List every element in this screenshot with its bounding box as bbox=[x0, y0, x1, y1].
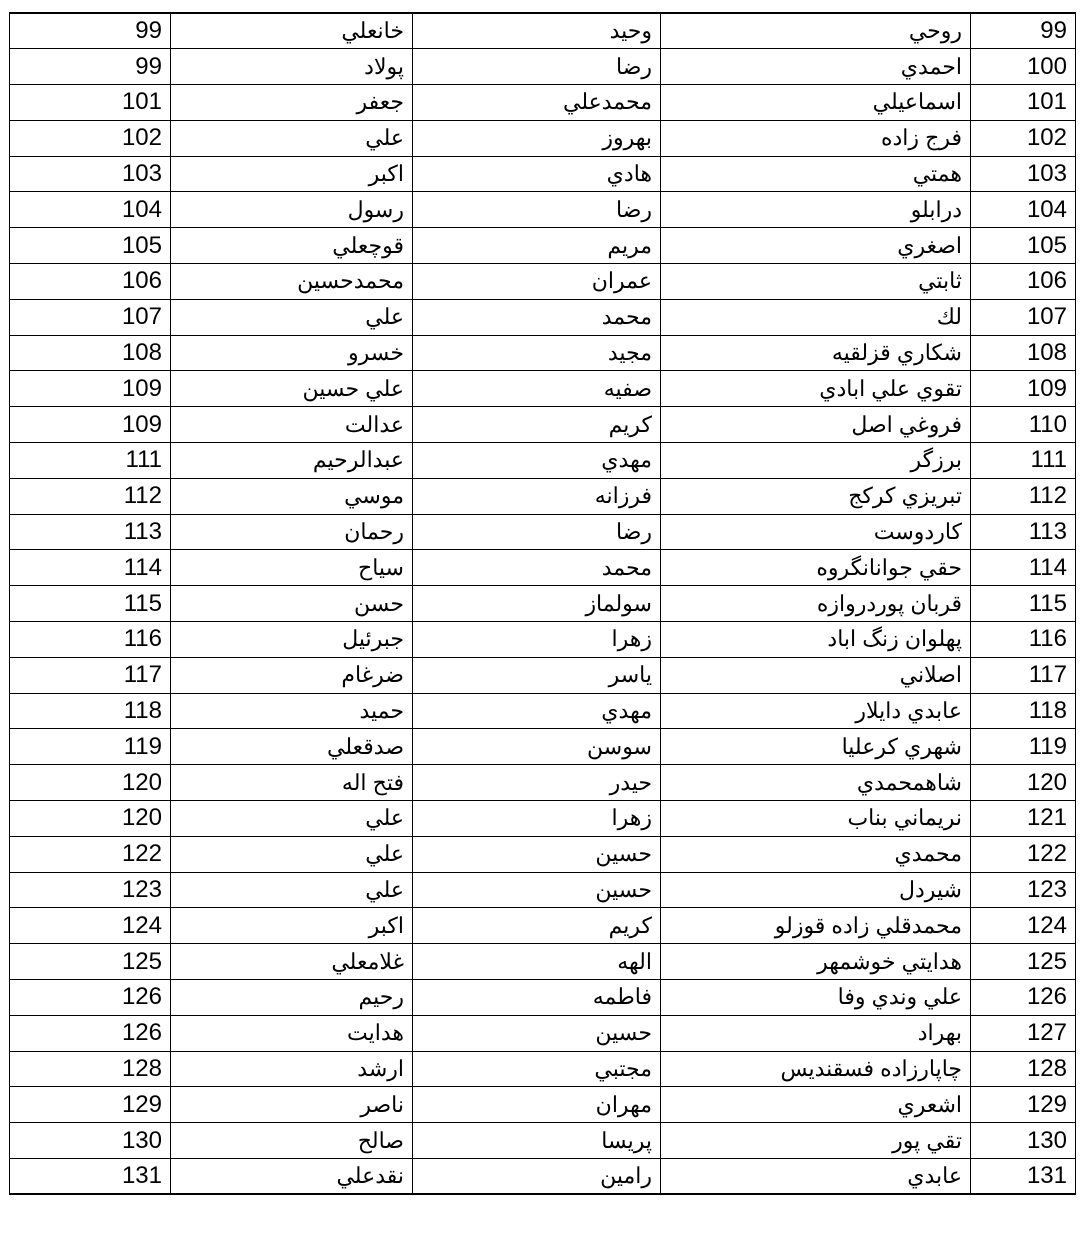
value-cell: 114 bbox=[10, 550, 171, 586]
row-number-cell: 102 bbox=[971, 120, 1076, 156]
table-row bbox=[10, 443, 1076, 479]
table-row bbox=[10, 1159, 1076, 1195]
table-row bbox=[10, 944, 1076, 980]
first-name-cell: رضا bbox=[413, 192, 661, 228]
first-name-cell: مهدي bbox=[413, 693, 661, 729]
first-name-cell: حيدر bbox=[413, 765, 661, 801]
first-name-cell: زهرا bbox=[413, 622, 661, 658]
father-name-cell: عدالت bbox=[171, 407, 413, 443]
last-name-cell: شهري كرعليا bbox=[661, 729, 971, 765]
value-cell: 129 bbox=[10, 1087, 171, 1123]
first-name-cell: وحيد bbox=[413, 13, 661, 49]
last-name-cell: نريماني بناب bbox=[661, 801, 971, 837]
table-row bbox=[10, 514, 1076, 550]
table-row bbox=[10, 478, 1076, 514]
father-name-cell: محمدحسين bbox=[171, 264, 413, 300]
row-number-cell: 131 bbox=[971, 1159, 1076, 1195]
value-cell: 112 bbox=[10, 478, 171, 514]
last-name-cell: برزگر bbox=[661, 443, 971, 479]
father-name-cell: جعفر bbox=[171, 85, 413, 121]
father-name-cell: علي bbox=[171, 299, 413, 335]
row-number-cell: 120 bbox=[971, 765, 1076, 801]
value-cell: 120 bbox=[10, 801, 171, 837]
table-row bbox=[10, 192, 1076, 228]
row-number-cell: 125 bbox=[971, 944, 1076, 980]
father-name-cell: عبدالرحيم bbox=[171, 443, 413, 479]
table-row bbox=[10, 120, 1076, 156]
value-cell: 117 bbox=[10, 657, 171, 693]
value-cell: 115 bbox=[10, 586, 171, 622]
last-name-cell: درابلو bbox=[661, 192, 971, 228]
last-name-cell: روحي bbox=[661, 13, 971, 49]
value-cell: 113 bbox=[10, 514, 171, 550]
last-name-cell: اصغري bbox=[661, 228, 971, 264]
father-name-cell: صدقعلي bbox=[171, 729, 413, 765]
table-row bbox=[10, 622, 1076, 658]
row-number-cell: 121 bbox=[971, 801, 1076, 837]
value-cell: 108 bbox=[10, 335, 171, 371]
row-number-cell: 103 bbox=[971, 156, 1076, 192]
father-name-cell: ضرغام bbox=[171, 657, 413, 693]
value-cell: 123 bbox=[10, 872, 171, 908]
table-row bbox=[10, 156, 1076, 192]
first-name-cell: زهرا bbox=[413, 801, 661, 837]
table-row bbox=[10, 801, 1076, 837]
table-body bbox=[10, 13, 1076, 1194]
father-name-cell: علي bbox=[171, 801, 413, 837]
table-row bbox=[10, 908, 1076, 944]
row-number-cell: 111 bbox=[971, 443, 1076, 479]
last-name-cell: تقوي علي ابادي bbox=[661, 371, 971, 407]
first-name-cell: مجتبي bbox=[413, 1051, 661, 1087]
father-name-cell: علي bbox=[171, 120, 413, 156]
value-cell: 101 bbox=[10, 85, 171, 121]
table-row bbox=[10, 407, 1076, 443]
last-name-cell: عابدي دايلار bbox=[661, 693, 971, 729]
father-name-cell: حسن bbox=[171, 586, 413, 622]
row-number-cell: 99 bbox=[971, 13, 1076, 49]
table-row bbox=[10, 299, 1076, 335]
table-row bbox=[10, 49, 1076, 85]
row-number-cell: 118 bbox=[971, 693, 1076, 729]
table-row bbox=[10, 13, 1076, 49]
first-name-cell: سولماز bbox=[413, 586, 661, 622]
value-cell: 120 bbox=[10, 765, 171, 801]
father-name-cell: نقدعلي bbox=[171, 1159, 413, 1195]
row-number-cell: 119 bbox=[971, 729, 1076, 765]
table-row bbox=[10, 1015, 1076, 1051]
last-name-cell: فروغي اصل bbox=[661, 407, 971, 443]
value-cell: 124 bbox=[10, 908, 171, 944]
value-cell: 105 bbox=[10, 228, 171, 264]
last-name-cell: شاهمحمدي bbox=[661, 765, 971, 801]
first-name-cell: ياسر bbox=[413, 657, 661, 693]
row-number-cell: 114 bbox=[971, 550, 1076, 586]
row-number-cell: 127 bbox=[971, 1015, 1076, 1051]
father-name-cell: علي حسين bbox=[171, 371, 413, 407]
row-number-cell: 123 bbox=[971, 872, 1076, 908]
father-name-cell: صالح bbox=[171, 1123, 413, 1159]
row-number-cell: 112 bbox=[971, 478, 1076, 514]
first-name-cell: فاطمه bbox=[413, 980, 661, 1016]
first-name-cell: رضا bbox=[413, 514, 661, 550]
last-name-cell: اصلاني bbox=[661, 657, 971, 693]
father-name-cell: غلامعلي bbox=[171, 944, 413, 980]
value-cell: 131 bbox=[10, 1159, 171, 1195]
first-name-cell: محمد bbox=[413, 550, 661, 586]
first-name-cell: هادي bbox=[413, 156, 661, 192]
last-name-cell: هدايتي خوشمهر bbox=[661, 944, 971, 980]
table-row bbox=[10, 836, 1076, 872]
table-row bbox=[10, 1051, 1076, 1087]
first-name-cell: مهدي bbox=[413, 443, 661, 479]
value-cell: 119 bbox=[10, 729, 171, 765]
value-cell: 126 bbox=[10, 980, 171, 1016]
row-number-cell: 109 bbox=[971, 371, 1076, 407]
last-name-cell: لك bbox=[661, 299, 971, 335]
table-row bbox=[10, 1087, 1076, 1123]
value-cell: 116 bbox=[10, 622, 171, 658]
first-name-cell: محمد bbox=[413, 299, 661, 335]
last-name-cell: علي وندي وفا bbox=[661, 980, 971, 1016]
first-name-cell: مريم bbox=[413, 228, 661, 264]
last-name-cell: ثابتي bbox=[661, 264, 971, 300]
first-name-cell: فرزانه bbox=[413, 478, 661, 514]
father-name-cell: ارشد bbox=[171, 1051, 413, 1087]
last-name-cell: محمدي bbox=[661, 836, 971, 872]
last-name-cell: اشعري bbox=[661, 1087, 971, 1123]
last-name-cell: حقي جوانانگروه bbox=[661, 550, 971, 586]
father-name-cell: رحيم bbox=[171, 980, 413, 1016]
value-cell: 128 bbox=[10, 1051, 171, 1087]
father-name-cell: خانعلي bbox=[171, 13, 413, 49]
row-number-cell: 128 bbox=[971, 1051, 1076, 1087]
first-name-cell: رامين bbox=[413, 1159, 661, 1195]
table-row bbox=[10, 729, 1076, 765]
row-number-cell: 100 bbox=[971, 49, 1076, 85]
last-name-cell: اسماعيلي bbox=[661, 85, 971, 121]
first-name-cell: كريم bbox=[413, 908, 661, 944]
value-cell: 107 bbox=[10, 299, 171, 335]
row-number-cell: 116 bbox=[971, 622, 1076, 658]
row-number-cell: 115 bbox=[971, 586, 1076, 622]
first-name-cell: مجيد bbox=[413, 335, 661, 371]
last-name-cell: محمدقلي زاده قوزلو bbox=[661, 908, 971, 944]
row-number-cell: 108 bbox=[971, 335, 1076, 371]
table-row bbox=[10, 264, 1076, 300]
table-row bbox=[10, 335, 1076, 371]
row-number-cell: 107 bbox=[971, 299, 1076, 335]
first-name-cell: بهروز bbox=[413, 120, 661, 156]
first-name-cell: عمران bbox=[413, 264, 661, 300]
value-cell: 109 bbox=[10, 407, 171, 443]
last-name-cell: قربان پوردروازه bbox=[661, 586, 971, 622]
table-row bbox=[10, 586, 1076, 622]
table-row bbox=[10, 657, 1076, 693]
first-name-cell: محمدعلي bbox=[413, 85, 661, 121]
last-name-cell: شيردل bbox=[661, 872, 971, 908]
last-name-cell: كاردوست bbox=[661, 514, 971, 550]
value-cell: 125 bbox=[10, 944, 171, 980]
row-number-cell: 105 bbox=[971, 228, 1076, 264]
first-name-cell: پريسا bbox=[413, 1123, 661, 1159]
row-number-cell: 106 bbox=[971, 264, 1076, 300]
father-name-cell: موسي bbox=[171, 478, 413, 514]
row-number-cell: 122 bbox=[971, 836, 1076, 872]
first-name-cell: حسين bbox=[413, 1015, 661, 1051]
father-name-cell: علي bbox=[171, 836, 413, 872]
value-cell: 104 bbox=[10, 192, 171, 228]
row-number-cell: 113 bbox=[971, 514, 1076, 550]
value-cell: 118 bbox=[10, 693, 171, 729]
last-name-cell: تقي پور bbox=[661, 1123, 971, 1159]
first-name-cell: حسين bbox=[413, 872, 661, 908]
table-row bbox=[10, 371, 1076, 407]
father-name-cell: رحمان bbox=[171, 514, 413, 550]
row-number-cell: 126 bbox=[971, 980, 1076, 1016]
table-row bbox=[10, 85, 1076, 121]
first-name-cell: كريم bbox=[413, 407, 661, 443]
last-name-cell: بهراد bbox=[661, 1015, 971, 1051]
father-name-cell: فتح اله bbox=[171, 765, 413, 801]
value-cell: 126 bbox=[10, 1015, 171, 1051]
row-number-cell: 110 bbox=[971, 407, 1076, 443]
row-number-cell: 124 bbox=[971, 908, 1076, 944]
last-name-cell: چاپارزاده فسقنديس bbox=[661, 1051, 971, 1087]
father-name-cell: حميد bbox=[171, 693, 413, 729]
row-number-cell: 104 bbox=[971, 192, 1076, 228]
table-row bbox=[10, 228, 1076, 264]
father-name-cell: اكبر bbox=[171, 156, 413, 192]
value-cell: 130 bbox=[10, 1123, 171, 1159]
row-number-cell: 117 bbox=[971, 657, 1076, 693]
father-name-cell: پولاد bbox=[171, 49, 413, 85]
last-name-cell: عابدي bbox=[661, 1159, 971, 1195]
row-number-cell: 101 bbox=[971, 85, 1076, 121]
last-name-cell: همتي bbox=[661, 156, 971, 192]
last-name-cell: فرج زاده bbox=[661, 120, 971, 156]
value-cell: 109 bbox=[10, 371, 171, 407]
row-number-cell: 129 bbox=[971, 1087, 1076, 1123]
value-cell: 102 bbox=[10, 120, 171, 156]
father-name-cell: رسول bbox=[171, 192, 413, 228]
first-name-cell: صفيه bbox=[413, 371, 661, 407]
last-name-cell: احمدي bbox=[661, 49, 971, 85]
father-name-cell: سياح bbox=[171, 550, 413, 586]
table-row bbox=[10, 550, 1076, 586]
father-name-cell: هدايت bbox=[171, 1015, 413, 1051]
first-name-cell: رضا bbox=[413, 49, 661, 85]
father-name-cell: قوچعلي bbox=[171, 228, 413, 264]
table-row bbox=[10, 693, 1076, 729]
father-name-cell: علي bbox=[171, 872, 413, 908]
father-name-cell: خسرو bbox=[171, 335, 413, 371]
row-number-cell: 130 bbox=[971, 1123, 1076, 1159]
data-table bbox=[9, 12, 1076, 1195]
value-cell: 103 bbox=[10, 156, 171, 192]
first-name-cell: حسين bbox=[413, 836, 661, 872]
value-cell: 99 bbox=[10, 13, 171, 49]
table-row bbox=[10, 765, 1076, 801]
value-cell: 99 bbox=[10, 49, 171, 85]
table-row bbox=[10, 872, 1076, 908]
last-name-cell: شكاري قزلقيه bbox=[661, 335, 971, 371]
father-name-cell: جبرئيل bbox=[171, 622, 413, 658]
father-name-cell: ناصر bbox=[171, 1087, 413, 1123]
last-name-cell: پهلوان زنگ اباد bbox=[661, 622, 971, 658]
last-name-cell: تبريزي كركج bbox=[661, 478, 971, 514]
table-row bbox=[10, 1123, 1076, 1159]
value-cell: 111 bbox=[10, 443, 171, 479]
father-name-cell: اكبر bbox=[171, 908, 413, 944]
value-cell: 122 bbox=[10, 836, 171, 872]
first-name-cell: الهه bbox=[413, 944, 661, 980]
first-name-cell: مهران bbox=[413, 1087, 661, 1123]
table-row bbox=[10, 980, 1076, 1016]
first-name-cell: سوسن bbox=[413, 729, 661, 765]
value-cell: 106 bbox=[10, 264, 171, 300]
